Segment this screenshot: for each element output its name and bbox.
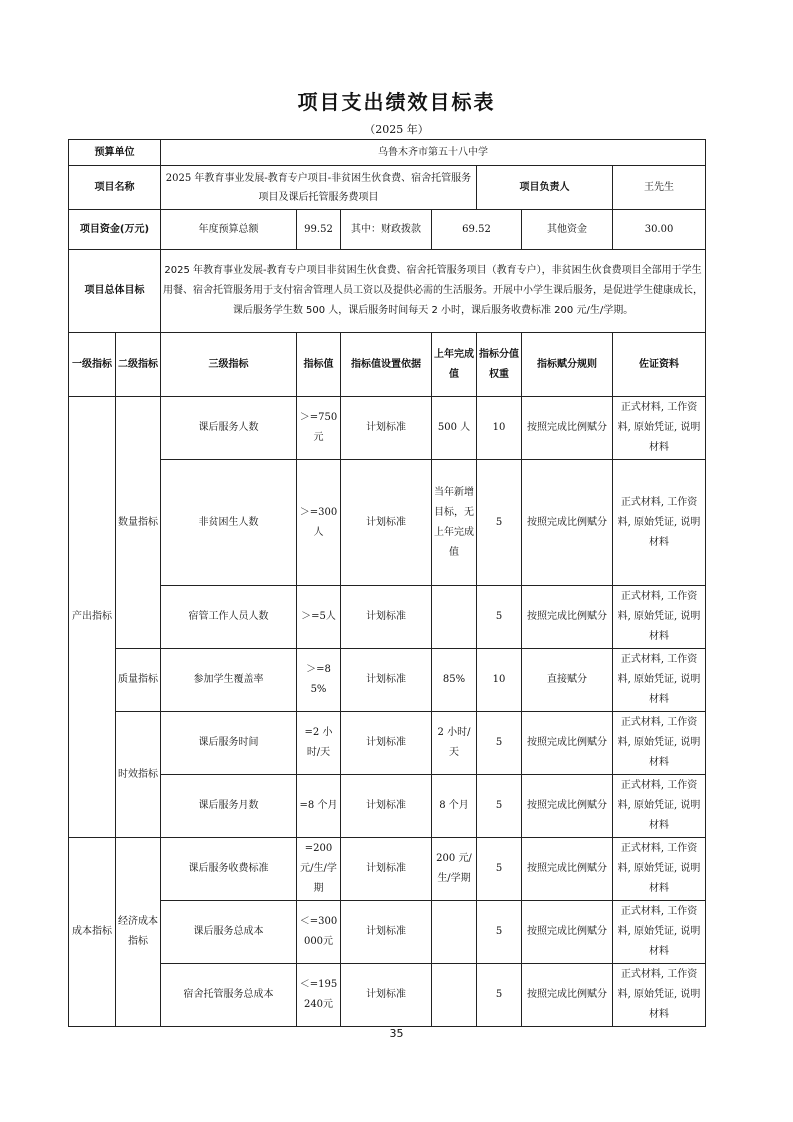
goal-label: 项目总体目标	[69, 250, 161, 333]
indicator-name: 非贫困生人数	[161, 460, 297, 586]
indicator-evidence: 正式材料, 工作资料, 原始凭证, 说明材料	[613, 712, 706, 775]
indicator-last-year	[432, 586, 477, 649]
header-level1: 一级指标	[69, 333, 116, 397]
level2-cell: 数量指标	[116, 397, 161, 649]
indicator-evidence: 正式材料, 工作资料, 原始凭证, 说明材料	[613, 775, 706, 838]
leader-label: 项目负责人	[477, 166, 613, 210]
indicator-last-year: 500 人	[432, 397, 477, 460]
indicator-name: 课后服务时间	[161, 712, 297, 775]
indicator-weight: 5	[477, 460, 522, 586]
indicator-evidence: 正式材料, 工作资料, 原始凭证, 说明材料	[613, 460, 706, 586]
level2-cell: 时效指标	[116, 712, 161, 838]
performance-table	[68, 139, 706, 1027]
other-label: 其他资金	[522, 210, 613, 250]
indicator-weight: 5	[477, 901, 522, 964]
indicator-basis: 计划标准	[341, 649, 432, 712]
indicator-rule: 按照完成比例赋分	[522, 964, 613, 1027]
indicator-weight: 5	[477, 838, 522, 901]
header-value: 指标值	[297, 333, 341, 397]
indicator-rule: 按照完成比例赋分	[522, 586, 613, 649]
indicator-value: ＞=5人	[297, 586, 341, 649]
indicator-value: ＜=300000元	[297, 901, 341, 964]
annual-budget-label: 年度预算总额	[161, 210, 297, 250]
indicator-last-year: 2 小时/天	[432, 712, 477, 775]
page-title: 项目支出绩效目标表	[297, 90, 496, 114]
indicator-last-year: 8 个月	[432, 775, 477, 838]
indicator-rule: 按照完成比例赋分	[522, 775, 613, 838]
indicator-basis: 计划标准	[341, 586, 432, 649]
funds-label: 项目资金(万元)	[69, 210, 161, 250]
indicator-weight: 5	[477, 712, 522, 775]
unit-value: 乌鲁木齐市第五十八中学	[161, 140, 706, 166]
level1-cell: 产出指标	[69, 397, 116, 838]
indicator-rule: 直接赋分	[522, 649, 613, 712]
indicator-basis: 计划标准	[341, 964, 432, 1027]
indicator-value: ＞=300人	[297, 460, 341, 586]
indicator-row	[69, 397, 706, 460]
header-row	[69, 333, 706, 397]
unit-label: 预算单位	[69, 140, 161, 166]
indicator-evidence: 正式材料, 工作资料, 原始凭证, 说明材料	[613, 964, 706, 1027]
fiscal-value: 69.52	[432, 210, 522, 250]
indicator-row	[69, 586, 706, 649]
year-caption: （2025 年）	[364, 123, 429, 136]
indicator-row	[69, 775, 706, 838]
other-value: 30.00	[613, 210, 706, 250]
indicator-row	[69, 649, 706, 712]
indicator-rule: 按照完成比例赋分	[522, 712, 613, 775]
indicator-value: ＞=750元	[297, 397, 341, 460]
project-name-value: 2025 年教育事业发展-教育专户项目-非贫困生伙食费、宿舍托管服务项目及课后托管服务费项目	[161, 166, 477, 210]
indicator-evidence: 正式材料, 工作资料, 原始凭证, 说明材料	[613, 649, 706, 712]
header-level3: 三级指标	[161, 333, 297, 397]
indicator-weight: 5	[477, 586, 522, 649]
indicator-row	[69, 901, 706, 964]
funds-row	[69, 210, 706, 250]
header-last-year: 上年完成值	[432, 333, 477, 397]
indicator-last-year	[432, 901, 477, 964]
level2-cell: 经济成本指标	[116, 838, 161, 1027]
indicator-value: =8 个月	[297, 775, 341, 838]
level1-cell: 成本指标	[69, 838, 116, 1027]
indicator-last-year: 当年新增目标，无上年完成值	[432, 460, 477, 586]
header-basis: 指标值设置依据	[341, 333, 432, 397]
goal-row	[69, 250, 706, 333]
indicator-last-year: 85%	[432, 649, 477, 712]
header-rule: 指标赋分规则	[522, 333, 613, 397]
indicator-rule: 按照完成比例赋分	[522, 838, 613, 901]
annual-budget-value: 99.52	[297, 210, 341, 250]
indicator-value: ＞=85%	[297, 649, 341, 712]
indicator-basis: 计划标准	[341, 397, 432, 460]
indicator-name: 参加学生覆盖率	[161, 649, 297, 712]
indicator-value: =200元/生/学期	[297, 838, 341, 901]
goal-text: 2025 年教育事业发展-教育专户项目非贫困生伙食费、宿舍托管服务项目（教育专户），非贫困生伙食费项目全部用于学生用餐、宿舍托管服务用于支付宿舍管理人员工资以及提供必需的生活服务。开展中小学生课后服务，是促进学生健康成长，课后服务学生数 500 人，课后服务时间每天 2 小时，课后服务收费标准 200 元/生/学期。	[161, 250, 706, 333]
indicator-rule: 按照完成比例赋分	[522, 397, 613, 460]
indicator-basis: 计划标准	[341, 775, 432, 838]
indicator-rule: 按照完成比例赋分	[522, 901, 613, 964]
indicator-evidence: 正式材料, 工作资料, 原始凭证, 说明材料	[613, 586, 706, 649]
indicator-weight: 5	[477, 775, 522, 838]
page-number: 35	[389, 1027, 404, 1040]
header-level2: 二级指标	[116, 333, 161, 397]
indicator-last-year: 200 元/生/学期	[432, 838, 477, 901]
level2-cell: 质量指标	[116, 649, 161, 712]
indicator-last-year	[432, 964, 477, 1027]
indicator-name: 宿管工作人员人数	[161, 586, 297, 649]
indicator-basis: 计划标准	[341, 712, 432, 775]
indicator-evidence: 正式材料, 工作资料, 原始凭证, 说明材料	[613, 397, 706, 460]
indicator-name: 课后服务人数	[161, 397, 297, 460]
leader-value: 王先生	[613, 166, 706, 210]
indicator-weight: 10	[477, 397, 522, 460]
project-name-label: 项目名称	[69, 166, 161, 210]
indicator-evidence: 正式材料, 工作资料, 原始凭证, 说明材料	[613, 901, 706, 964]
indicator-value: =2 小时/天	[297, 712, 341, 775]
header-weight: 指标分值权重	[477, 333, 522, 397]
indicator-name: 课后服务月数	[161, 775, 297, 838]
unit-row	[69, 140, 706, 166]
indicator-name: 课后服务总成本	[161, 901, 297, 964]
indicator-basis: 计划标准	[341, 901, 432, 964]
indicator-weight: 5	[477, 964, 522, 1027]
indicator-row	[69, 460, 706, 586]
indicator-row	[69, 712, 706, 775]
indicator-basis: 计划标准	[341, 838, 432, 901]
header-evidence: 佐证资料	[613, 333, 706, 397]
indicator-row	[69, 964, 706, 1027]
indicator-rule: 按照完成比例赋分	[522, 460, 613, 586]
project-name-row	[69, 166, 706, 210]
indicator-basis: 计划标准	[341, 460, 432, 586]
fiscal-label: 其中：财政拨款	[341, 210, 432, 250]
indicator-name: 宿舍托管服务总成本	[161, 964, 297, 1027]
indicator-row	[69, 838, 706, 901]
indicator-name: 课后服务收费标准	[161, 838, 297, 901]
indicator-weight: 10	[477, 649, 522, 712]
indicator-evidence: 正式材料, 工作资料, 原始凭证, 说明材料	[613, 838, 706, 901]
indicator-value: ＜=195240元	[297, 964, 341, 1027]
